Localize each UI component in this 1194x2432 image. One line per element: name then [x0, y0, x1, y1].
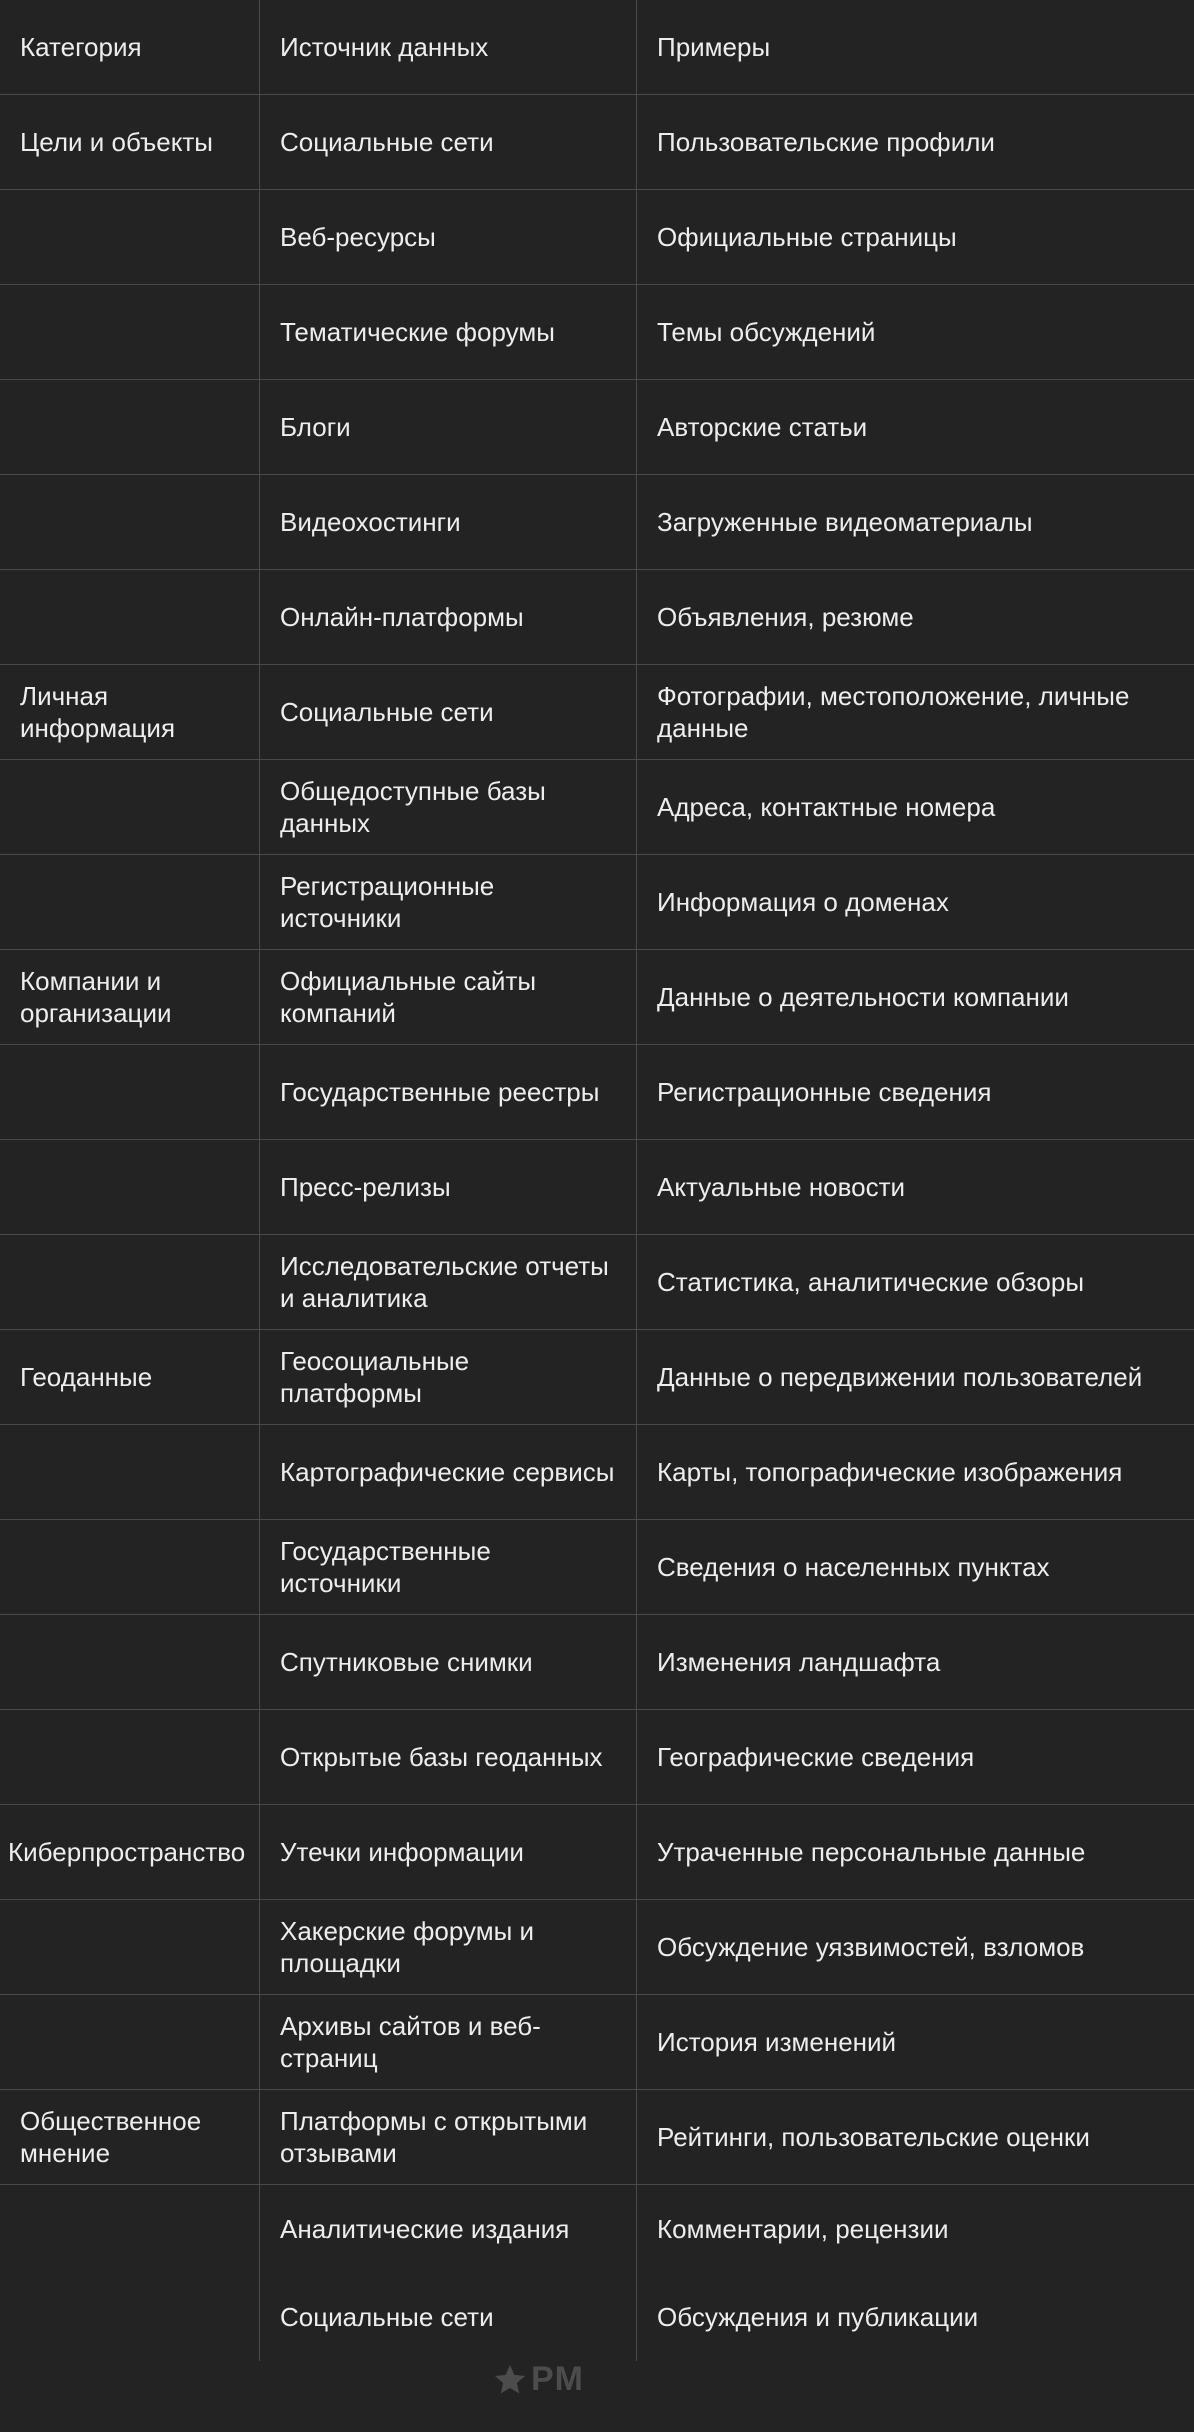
category-cell	[0, 380, 260, 475]
source-cell: Пресс-релизы	[260, 1140, 637, 1235]
source-cell: Спутниковые снимки	[260, 1615, 637, 1710]
source-cell: Регистрационные источники	[260, 855, 637, 950]
table-row	[0, 2090, 1194, 2185]
source-cell: Общедоступные базы данных	[260, 760, 637, 855]
example-cell: Географические сведения	[637, 1710, 1194, 1805]
table-row	[0, 665, 1194, 760]
example-cell: Актуальные новости	[637, 1140, 1194, 1235]
table-row	[0, 1995, 1194, 2090]
example-cell: Информация о доменах	[637, 855, 1194, 950]
category-cell	[0, 1235, 260, 1330]
example-cell: Регистрационные сведения	[637, 1045, 1194, 1140]
table-row	[0, 760, 1194, 855]
table-body	[0, 95, 1194, 2362]
category-cell	[0, 570, 260, 665]
example-cell: Официальные страницы	[637, 190, 1194, 285]
example-cell: Карты, топографические изображения	[637, 1425, 1194, 1520]
table-row	[0, 1900, 1194, 1995]
category-cell	[0, 1045, 260, 1140]
category-cell	[0, 1615, 260, 1710]
example-cell: Данные о передвижении пользователей	[637, 1330, 1194, 1425]
table-row	[0, 570, 1194, 665]
category-cell	[0, 1520, 260, 1615]
category-cell: Личная информация	[0, 665, 260, 760]
example-cell: Адреса, контактные номера	[637, 760, 1194, 855]
example-cell: Статистика, аналитические обзоры	[637, 1235, 1194, 1330]
source-cell: Социальные сети	[260, 2273, 637, 2361]
table-row	[0, 1710, 1194, 1805]
category-cell	[0, 760, 260, 855]
table-row	[0, 285, 1194, 380]
table-row	[0, 2185, 1194, 2274]
example-cell: Утраченные персональные данные	[637, 1805, 1194, 1900]
example-cell: Обсуждение уязвимостей, взломов	[637, 1900, 1194, 1995]
header-source: Источник данных	[260, 0, 637, 95]
source-cell: Картографические сервисы	[260, 1425, 637, 1520]
table-row	[0, 1615, 1194, 1710]
example-cell: Комментарии, рецензии	[657, 2214, 949, 2244]
example-cell: Обсуждения и публикации	[657, 2302, 979, 2332]
table-row	[0, 2273, 1194, 2361]
category-cell	[0, 1995, 260, 2090]
table-row	[0, 1330, 1194, 1425]
source-cell: Государственные источники	[260, 1520, 637, 1615]
category-cell	[0, 475, 260, 570]
example-cell: Темы обсуждений	[637, 285, 1194, 380]
table-row	[0, 475, 1194, 570]
table-row	[0, 1140, 1194, 1235]
example-cell: Загруженные видеоматериалы	[637, 475, 1194, 570]
table-row	[0, 1520, 1194, 1615]
table-row	[0, 1425, 1194, 1520]
example-cell: Изменения ландшафта	[637, 1615, 1194, 1710]
source-cell: Государственные реестры	[260, 1045, 637, 1140]
category-cell	[0, 855, 260, 950]
source-cell: Тематические форумы	[260, 285, 637, 380]
category-cell	[0, 2185, 260, 2274]
source-cell: Открытые базы геоданных	[260, 1710, 637, 1805]
category-cell: Киберпространство	[0, 1805, 260, 1900]
example-cell: Фотографии, местоположение, личные данные	[637, 665, 1194, 760]
source-cell: Платформы с открытыми отзывами	[260, 2090, 637, 2185]
table-row	[0, 950, 1194, 1045]
header-examples: Примеры	[637, 0, 1194, 95]
example-cell: Данные о деятельности компании	[637, 950, 1194, 1045]
category-cell	[0, 1425, 260, 1520]
source-cell: Хакерские форумы и площадки	[260, 1900, 637, 1995]
category-cell: Компании и организации	[0, 950, 260, 1045]
category-cell	[0, 1140, 260, 1235]
source-cell: Архивы сайтов и веб-страниц	[260, 1995, 637, 2090]
category-cell: Геоданные	[0, 1330, 260, 1425]
table-header-row	[0, 0, 1194, 95]
source-cell: Геосоциальные платформы	[260, 1330, 637, 1425]
source-cell: Социальные сети	[260, 665, 637, 760]
table-row	[0, 190, 1194, 285]
table-row	[0, 1235, 1194, 1330]
table-row	[0, 855, 1194, 950]
category-cell: Общественное мнение	[0, 2090, 260, 2185]
source-cell: Онлайн-платформы	[260, 570, 637, 665]
source-cell: Исследовательские отчеты и аналитика	[260, 1235, 637, 1330]
source-cell: Блоги	[260, 380, 637, 475]
table-row	[0, 1045, 1194, 1140]
table-row	[0, 95, 1194, 190]
example-cell: Авторские статьи	[637, 380, 1194, 475]
category-cell	[0, 190, 260, 285]
source-cell: Социальные сети	[260, 95, 637, 190]
example-cell: Рейтинги, пользовательские оценки	[637, 2090, 1194, 2185]
star-icon	[492, 2362, 528, 2398]
example-cell: Пользовательские профили	[637, 95, 1194, 190]
table-row	[0, 380, 1194, 475]
category-cell	[0, 2273, 260, 2361]
category-cell	[0, 1900, 260, 1995]
source-cell: Утечки информации	[260, 1805, 637, 1900]
source-cell: Официальные сайты компаний	[260, 950, 637, 1045]
category-cell	[0, 1710, 260, 1805]
header-category: Категория	[0, 0, 260, 95]
source-cell: Аналитические издания	[260, 2185, 637, 2274]
example-cell: Объявления, резюме	[637, 570, 1194, 665]
pm-logo	[492, 2360, 584, 2399]
example-cell: История изменений	[637, 1995, 1194, 2090]
logo-text: PM	[531, 2360, 584, 2398]
source-cell: Веб-ресурсы	[260, 190, 637, 285]
example-cell: Сведения о населенных пунктах	[637, 1520, 1194, 1615]
category-cell	[0, 285, 260, 380]
source-cell: Видеохостинги	[260, 475, 637, 570]
table-row	[0, 1805, 1194, 1900]
category-cell: Цели и объекты	[0, 95, 260, 190]
